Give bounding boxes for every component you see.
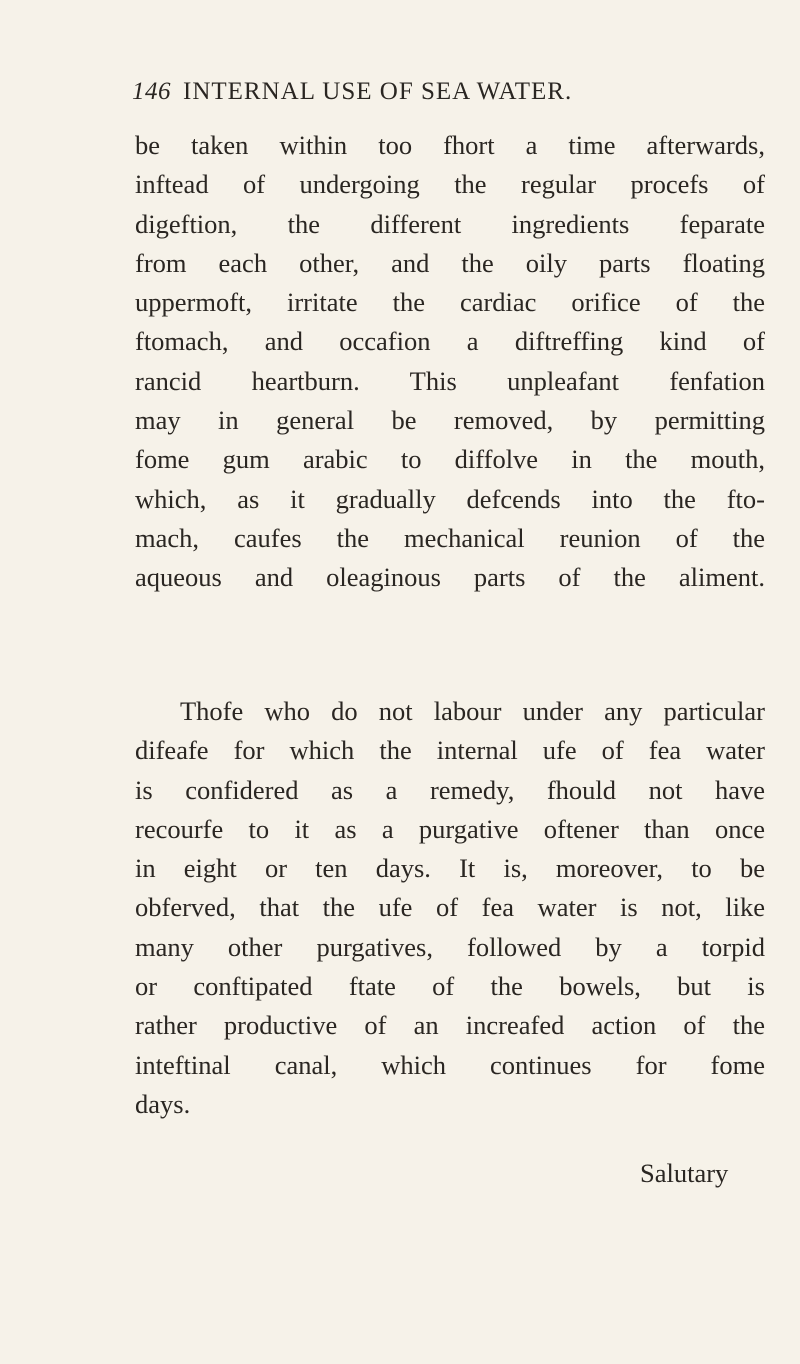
text-line: be taken within too fhort a time afterwards, [135,130,765,160]
text-line: days. [135,1088,191,1119]
text-line: may in general be removed, by permitting [135,405,765,436]
running-header [132,78,692,114]
paragraph-1 [135,126,765,598]
text-line: which, as it gradually defcends into the fto- [135,483,765,514]
text-line: recourfe to it as a purgative oftener than once [135,813,765,844]
text-line: many other purgatives, followed by a torpid [135,931,765,962]
text-line: ftomach, and occafion a diftreffing kind of [135,326,765,357]
text-line: in eight or ten days. It is, moreover, to be [135,853,765,884]
text-line: fome gum arabic to diffolve in the mouth, [135,444,765,475]
paragraph-2 [135,692,765,1124]
text-line: difeafe for which the internal ufe of fea water [135,735,765,766]
text-line: uppermoft, irritate the cardiac orifice of the [135,287,765,318]
text-line: rather productive of an increafed action of the [135,1010,765,1041]
text-line: Thofe who do not labour under any particular [180,696,765,726]
text-line: digeftion, the different ingredients feparate [135,208,765,239]
text-line: inftead of undergoing the regular procefs of [135,169,765,200]
text-line: is confidered as a remedy, fhould not have [135,774,765,805]
text-line: inteftinal canal, which continues for fome [135,1049,765,1080]
text-line: rancid heartburn. This unpleafant fenfation [135,365,765,396]
catchword: Salutary [640,1158,729,1188]
running-title: INTERNAL USE OF SEA WATER. [183,78,573,105]
text-line: aqueous and oleaginous parts of the aliment. [135,562,765,593]
page-number: 146 [132,78,171,105]
text-line: from each other, and the oily parts floating [135,247,765,278]
text-line: or conftipated ftate of the bowels, but is [135,971,765,1002]
text-line: mach, caufes the mechanical reunion of the [135,522,765,553]
text-line: obferved, that the ufe of fea water is not, like [135,892,765,923]
